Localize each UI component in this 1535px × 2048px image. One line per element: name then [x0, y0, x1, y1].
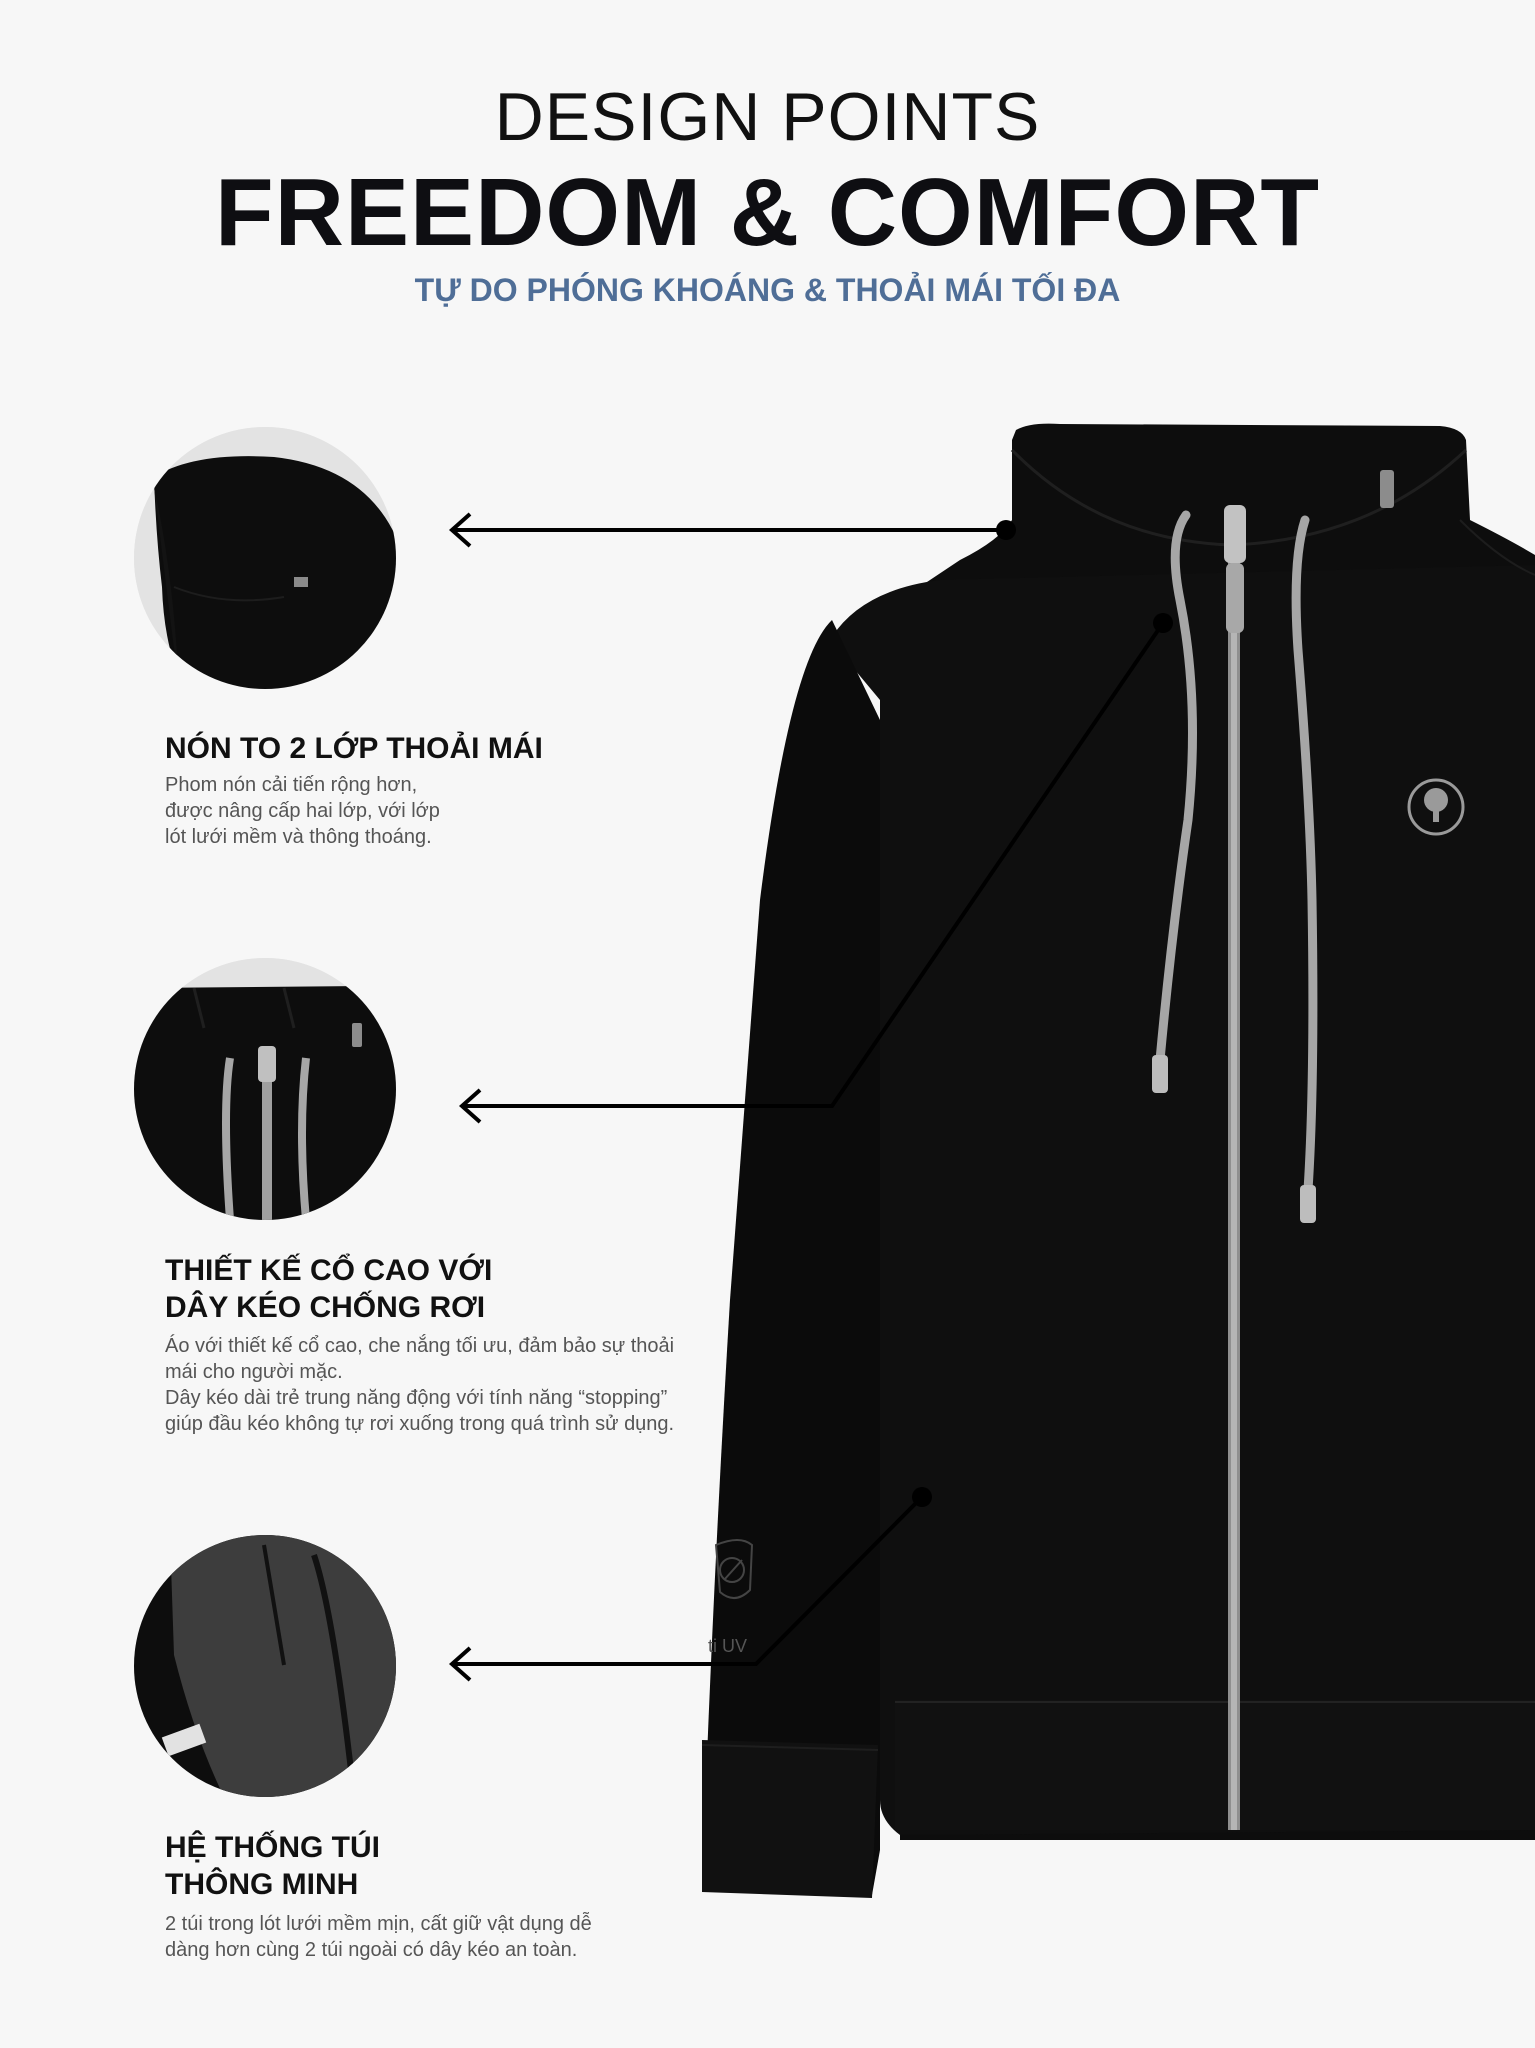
page-subtitle: TỰ DO PHÓNG KHOÁNG & THOẢI MÁI TỐI ĐA — [414, 272, 1121, 308]
feature-title-hood: NÓN TO 2 LỚP THOẢI MÁI — [165, 732, 543, 765]
feature-desc-hood: Phom nón cải tiến rộng hơn, được nâng cấp hai lớp, với lớp lót lưới mềm và thông thoáng. — [165, 774, 440, 848]
feature-title-collar-2: DÂY KÉO CHỐNG RƠI — [165, 1291, 486, 1324]
sleeve-print-text: ti UV — [708, 1636, 748, 1656]
pocket-detail-image — [134, 1535, 396, 1797]
callout-connector-hood — [452, 514, 1016, 546]
feature-desc-pocket: 2 túi trong lót lưới mềm mịn, cất giữ vật dụng dễ dàng hơn cùng 2 túi ngoài có dây kéo an toàn. — [165, 1913, 592, 1961]
jacket-body — [830, 565, 1535, 1835]
zipper-pull — [1224, 505, 1246, 563]
page-title: FREEDOM & COMFORT — [215, 159, 1320, 266]
feature-title-pocket-2: THÔNG MINH — [165, 1868, 359, 1901]
collar-detail-illustration — [134, 958, 396, 1220]
feature-desc-collar: Áo với thiết kế cổ cao, che nắng tối ưu, đảm bảo sự thoải mái cho người mặc. Dây kéo dài trẻ trung năng động với tính năng “stopping” giúp đầu kéo không tự rơi xuống trong quá trình sử dụng. — [165, 1335, 675, 1435]
kicker-text: DESIGN POINTS — [494, 79, 1041, 155]
hood-detail-illustration — [134, 427, 396, 689]
hood-tab — [1380, 470, 1394, 508]
hood-detail-image — [134, 427, 396, 689]
pocket-detail-illustration — [134, 1535, 396, 1797]
sleeve-cuff — [702, 1740, 878, 1898]
hem-band — [895, 1700, 1535, 1830]
collar-detail-image — [134, 958, 396, 1220]
jacket-sleeve — [702, 620, 880, 1895]
feature-title-collar-1: THIẾT KẾ CỔ CAO VỚI — [165, 1254, 493, 1287]
feature-title-pocket-1: HỆ THỐNG TÚI — [165, 1831, 380, 1864]
